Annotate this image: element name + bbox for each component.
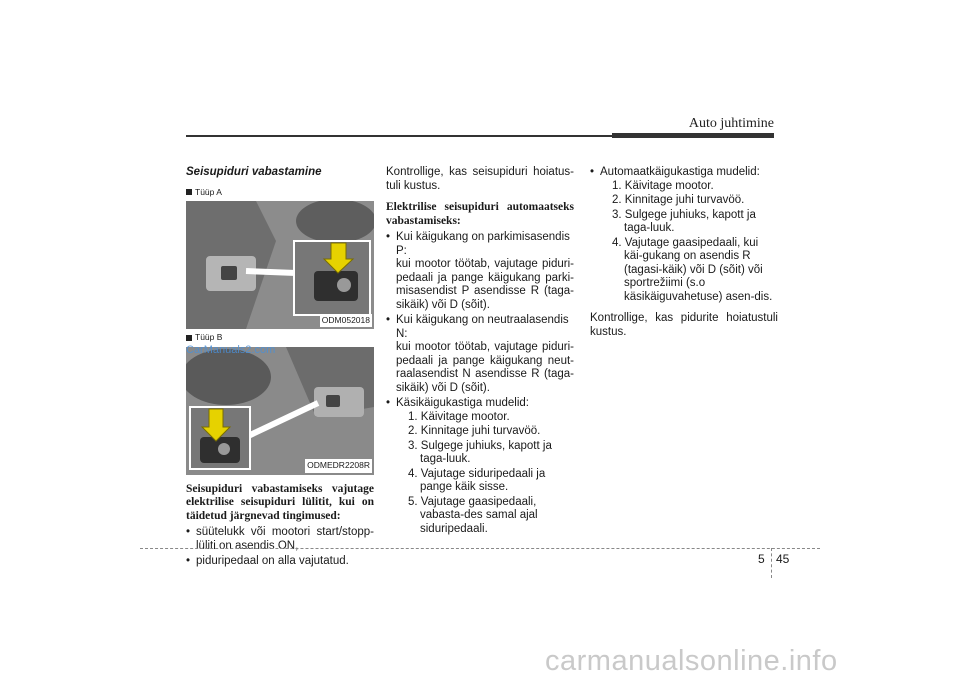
automatic-list	[590, 166, 778, 304]
column-left	[186, 166, 374, 571]
step-item: 1. Käivitage mootor.	[408, 410, 510, 423]
site-watermark: carmanualsonline.info	[545, 645, 838, 677]
auto-release-heading: Elektrilise seisupiduri automaatseks vabastamiseks:	[386, 201, 574, 227]
step-item: 3. Sulgege juhiuks, kapott ja taga-luuk.	[612, 208, 756, 234]
header-rule-accent	[612, 133, 774, 138]
step-item: 4. Vajutage siduripedaali ja pange käik sisse.	[408, 467, 546, 493]
column-right	[590, 166, 778, 343]
figure-b-label: Tüüp B	[186, 331, 374, 345]
step-item: 2. Kinnitage juhi turvavöö.	[408, 425, 541, 437]
outro-text: Kontrollige, kas pidurite hoiatustuli kustus.	[590, 312, 778, 338]
footer-rule	[140, 548, 820, 549]
step-item: 4. Vajutage gaasipedaali, kui käi-gukang on asendis R (tagasi-käik) või D (sõit) või sportrežiimi (s.o käsikäiguvahetuse) asen-dis.	[612, 236, 773, 303]
intro-text: Kontrollige, kas seisupiduri hoiatus-tuli kustus.	[386, 166, 574, 192]
page-number: 45	[776, 552, 790, 566]
figure-type-a	[186, 201, 374, 329]
list-item: • Käsikäigukastiga mudelid: 1. Käivitage mootor. 2. Kinnitage juhi turvavöö. 3. Sulgege juhiuks, kapott ja taga-luuk. 4. Vajutage siduripedaali ja pange käik sisse. 5. Vajutage gaasipedaali, vabasta-des samal ajal siduripedaali.	[386, 397, 574, 536]
page-header-title: Auto juhtimine	[688, 116, 774, 131]
section-number: 5	[758, 552, 765, 566]
step-item: 3. Sulgege juhiuks, kapott ja taga-luuk.	[408, 439, 552, 465]
list-item: • Automaatkäigukastiga mudelid: 1. Käivitage mootor. 2. Kinnitage juhi turvavöö. 3. Sulgege juhiuks, kapott ja taga-luuk. 4. Vajutage gaasipedaali, kui käi-gukang on asendis R (tagasi-käik) või D (sõit) või sportrežiimi (s.o käsikäiguvahetuse) asen-dis.	[590, 166, 778, 304]
step-item: 2. Kinnitage juhi turvavöö.	[612, 194, 745, 206]
parking-brake-console-illustration	[186, 201, 374, 329]
list-item: • süütelukk või mootori start/stopp-lüliti on asendis ON,	[186, 526, 374, 553]
section-heading: Seisupiduri vabastamine	[186, 166, 322, 178]
automatic-steps	[600, 180, 778, 305]
conditions-intro: Seisupiduri vabastamiseks vajutage elektrilise seisupiduri lülitit, kui on täidetud järgnevad tingimused:	[186, 482, 374, 522]
square-bullet-icon	[186, 335, 192, 341]
watermark: CarManuals2.com	[186, 344, 276, 356]
step-item: 5. Vajutage gaasipedaali, vabasta-des samal ajal siduripedaali.	[408, 495, 538, 535]
figure-a-label: Tüüp A	[186, 186, 374, 200]
square-bullet-icon	[186, 189, 192, 195]
list-item: • Kui käigukang on parkimisasendis P: kui mootor töötab, vajutage piduri-pedaali ja pange käigukang parki-misasendist P asendisse R (taga-sikäik) või D (sõit).	[386, 231, 574, 312]
manual-steps	[396, 411, 574, 537]
list-item: • Kui käigukang on neutraalasendis N: kui mootor töötab, vajutage piduri-pedaali ja pange käigukang neut-raalasendist N asendisse R (taga-sikäik) või D (sõit).	[386, 314, 574, 395]
auto-release-list	[386, 231, 574, 536]
header-rule	[186, 135, 616, 137]
figure-a-code: ODM052018	[320, 314, 372, 328]
page-number-divider	[771, 548, 772, 578]
figure-type-b	[186, 347, 374, 475]
figure-b-code: ODMEDR2208R	[305, 459, 372, 473]
parking-brake-console-illustration	[186, 347, 374, 475]
step-item: 1. Käivitage mootor.	[612, 179, 714, 192]
list-item: • piduripedaal on alla vajutatud.	[186, 555, 374, 569]
column-middle	[386, 166, 574, 538]
